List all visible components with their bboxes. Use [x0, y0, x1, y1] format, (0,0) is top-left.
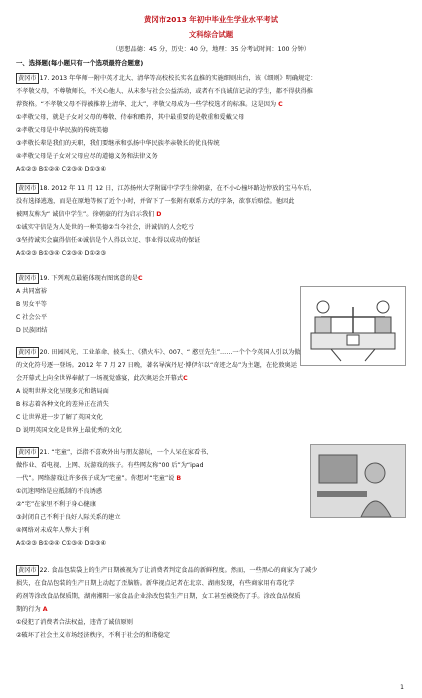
- region-tag: 黄冈市: [18, 567, 37, 574]
- question-text: 做作业、看电视、上网、玩游戏的孩子。有些网友称“00 后”为“ipad: [16, 462, 204, 469]
- option: ③封闭自己不利于良好人际关系的建立: [16, 514, 121, 521]
- region-tag: 黄冈市: [18, 75, 37, 82]
- option: A 说明世界文化呈现多元和谐局面: [16, 388, 109, 395]
- option: D 民族团结: [16, 327, 48, 334]
- option: A 共同富裕: [16, 288, 47, 295]
- photo-drawing: [311, 445, 405, 517]
- question-18: [16, 182, 408, 260]
- choices: A①②③ B①②④ C①③④ D②③④: [16, 540, 107, 547]
- answer-mark: C: [183, 375, 188, 382]
- exam-info: （思想品德：45 分，历史：40 分，地理：35 分考试时间：100 分钟）: [112, 46, 310, 53]
- exam-subtitle: 文科综合试题: [188, 30, 234, 39]
- question-text: 22. 食品包装袋上的生产日期被视为了让消费者判定食品的新鲜程度。然而，一些黑心的商家为了减少: [39, 567, 318, 574]
- question-text: 18. 2012 年 11 月 12 日，江苏扬州大学附属中学学生徐朝豪，在不小心撞坏路边停放的宝马车后，: [39, 185, 316, 192]
- option: B 男女平等: [16, 301, 47, 308]
- option: ②孝敬父母是中华民族的传统美德: [16, 127, 109, 134]
- option: ④网络对未成年人弊大于利: [16, 527, 90, 534]
- option: ①孝敬父母，就是子女对父母的尊敬、侍奉和赡养，其中最重要的是敬重和爱戴父母: [16, 114, 245, 121]
- option: ④孝敬父母是子女对父母应尽的道德义务和法律义务: [16, 153, 158, 160]
- question-text: 荐资格。“不孝敬父母不得被推荐上清华、北大”，孝敬父母成为一些学校选才的标准。这是因为: [16, 101, 277, 108]
- option: ①侵犯了消费者合法权益，违背了诚信原则: [16, 619, 133, 626]
- answer-mark: C: [138, 275, 143, 282]
- question-20: [16, 346, 408, 437]
- region-tag: 黄冈市: [18, 185, 37, 192]
- choices: A①②③ B①③④ C②③④ D①②③: [16, 250, 107, 257]
- option: ①沉迷网络是应抵制的不良诱惑: [16, 488, 102, 495]
- question-17: [16, 72, 408, 176]
- option: ②破坏了社会主义市场经济秩序，不利于社会的和谐稳定: [16, 632, 171, 639]
- question-text: 一代”。网络游戏让许多孩子成为“宅童”。你想对“宅童”说: [16, 475, 175, 482]
- question-text: 药剂等涂改食品保质期，湖南湘阳一家食品企业涂改包装生产日期，女工甚至被烧伤了手。涂改食品保质: [16, 593, 301, 600]
- question-text: 没有选择逃逸，而是在原地等候了近个小时，并留下了一张附有联系方式的字条，欲事后赔偿。他因此: [16, 198, 295, 205]
- boy-photo-image: [310, 444, 406, 518]
- question-22: [16, 564, 408, 642]
- answer-mark: D: [156, 211, 162, 218]
- question-text: 期的行为: [16, 606, 41, 613]
- answer-mark: A: [42, 606, 48, 613]
- question-text: 不孝敬父母，不尊敬师长，不关心他人、从未参与社会公益活动，或者有不良诚信记录的学生，都不得获得推: [16, 88, 313, 95]
- exam-title: 黄冈市2013 年初中毕业生学业水平考试: [143, 15, 278, 24]
- option: ①诚实守信是为人处世的一种美德②当今社会，讲诚信的人会吃亏: [16, 224, 195, 231]
- option: D 说明英国文化是世界上最优秀的文化: [16, 427, 122, 434]
- question-text: 的文化符号逐一登场。2012 年 7 月 27 日晚，著名导演丹尼·博伊尔以“奇迹之岛”为主题，在伦敦奥运: [16, 362, 297, 369]
- question-text: 17. 2013 年华师一附中英才北大、清华等高校校长实名直推的实施细则出台，该《细则》明确规定：: [39, 75, 317, 82]
- option: C 社会公平: [16, 314, 48, 321]
- page-number: 1: [400, 684, 404, 691]
- answer-mark: B: [176, 475, 182, 482]
- region-tag: 黄冈市: [18, 275, 37, 282]
- question-text: 21. “宅童”，泛指不喜欢外出与朋友游玩，一个人呆在家看书、: [39, 449, 213, 456]
- question-text: 会开幕式上向全世界奉献了一场视觉盛宴，此次奥运会开幕式: [16, 375, 184, 382]
- option: ③坚持诚实会赢得信任④诚信是个人得以立足、事业得以成功的保证: [16, 237, 201, 244]
- region-tag: 黄冈市: [18, 349, 37, 356]
- question-text: 被网友称为“ 诚信中学生”。徐朝豪的行为启示我们: [16, 211, 155, 218]
- section-heading: 一、选择题(每小题只有一个选项最符合题意): [16, 59, 144, 67]
- question-21: [16, 446, 306, 550]
- option: C 让世界进一步了解了英国文化: [16, 414, 103, 421]
- answer-mark: C: [278, 101, 283, 108]
- choices: A①②③ B①②④ C②③④ D①③④: [16, 166, 107, 173]
- option: B 标志着各种文化的差异正在消失: [16, 401, 109, 408]
- question-text: 20. 田园风光、工业革命、披头士、《猎火车》、007、“ 憨豆先生”……一个个令英国人引以为傲: [39, 349, 301, 356]
- option: ③孝敬长辈是我们的天职，我们要继承和弘扬中华民族孝亲敬长的优良传统: [16, 140, 220, 147]
- region-tag: 黄冈市: [18, 449, 37, 456]
- option: ②“宅”在家里不利于身心健康: [16, 501, 97, 508]
- question-text: 损失，在食品包装的生产日期上动起了歪脑筋。新华视点记者在北京、湖南发现，有些商家用有毒化学: [16, 580, 295, 587]
- question-19: [16, 272, 296, 337]
- question-text: 19. 下列观点最能体现右图寓意的是: [39, 275, 138, 282]
